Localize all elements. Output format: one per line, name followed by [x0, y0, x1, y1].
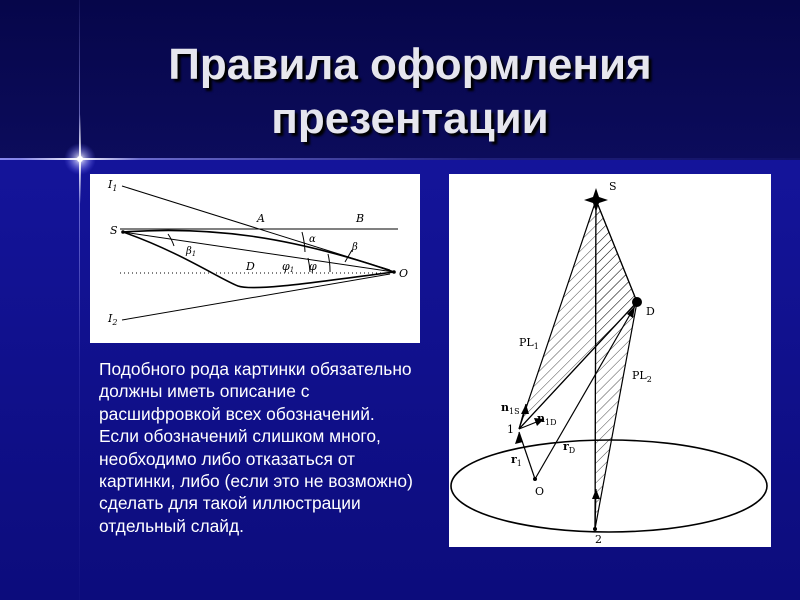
- slide-title: [130, 38, 690, 146]
- title-line-2: презентации: [271, 94, 549, 143]
- label-o: O: [399, 267, 409, 280]
- figure-ray-diagram: [90, 174, 420, 343]
- planes-diagram-svg: [449, 174, 771, 547]
- label-r1: $r_1$: [511, 453, 522, 468]
- label-alpha: α: [309, 234, 316, 245]
- decorative-vertical-line: [79, 0, 80, 600]
- label-s: S: [609, 180, 617, 193]
- ray-i2: [122, 274, 390, 320]
- title-line-1: Правила оформления: [168, 40, 652, 89]
- source-star-icon: [584, 188, 608, 212]
- lower-curve: [123, 232, 394, 288]
- angle-arc-beta1: [168, 234, 174, 246]
- point-2: [593, 527, 597, 531]
- label-b: B: [356, 212, 365, 225]
- label-i2: $I_2$: [108, 312, 118, 327]
- label-beta: β: [352, 242, 358, 253]
- label-pt1: 1: [507, 423, 514, 436]
- label-pl2: $PL_2$: [632, 369, 652, 384]
- point-o: [533, 477, 537, 481]
- point-s: [121, 230, 125, 234]
- label-pl1: $PL_1$: [519, 336, 539, 351]
- point-d: [632, 297, 642, 307]
- ray-diagram-svg: [90, 174, 420, 343]
- angle-arc-phi: [328, 254, 330, 272]
- angle-arc-alpha: [302, 232, 305, 252]
- label-n1d: $n_{1D}$: [537, 412, 557, 427]
- label-d: D: [646, 305, 655, 318]
- label-beta1: $\beta_1$: [186, 246, 197, 258]
- description-text: Подобного рода картинки обязательно должны иметь описание с расшифровкой всех обозначений. Если обозначений слишком много, необходимо либо отказаться от картинки, либо (если это не возможно) сделать для такой иллюстрации отдельный слайд.: [99, 359, 413, 536]
- label-n1s: $n_{1S}$: [501, 401, 520, 416]
- arrow-r1: [515, 432, 523, 444]
- label-i1: $I_1$: [108, 178, 118, 193]
- label-phi: φ: [309, 260, 317, 273]
- label-rd: $r_D$: [563, 440, 576, 455]
- label-d: D: [246, 260, 255, 273]
- label-a: A: [257, 212, 265, 225]
- figure-planes-diagram: [449, 174, 771, 547]
- label-pt2: 2: [595, 533, 602, 546]
- label-phi1: φ1: [282, 260, 295, 274]
- label-s: S: [110, 224, 118, 237]
- point-o: [392, 270, 396, 274]
- label-o: O: [535, 485, 545, 498]
